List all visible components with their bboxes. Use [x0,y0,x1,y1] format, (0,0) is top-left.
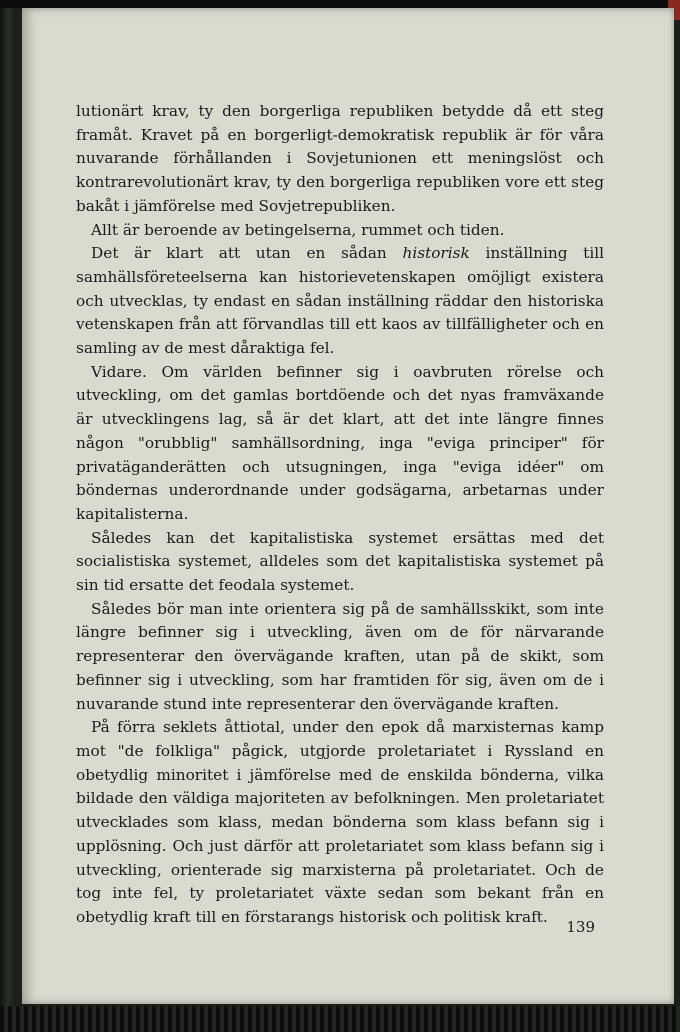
paragraph-4: Vidare. Om världen befinner sig i oavbruten rörelse och utveckling, om det gamlas bortdöende och det nyas framväxande är utvecklingens lag, så är det klart, att det inte längre finnes någon "orubblig" samhällsordning, inga "eviga principer" för privatäganderätten och utsugningen, inga "eviga idéer" om böndernas underordnande under godsägarna, arbetarnas under kapitalisterna. [76,362,604,523]
emphasized-word: historisk [402,244,470,263]
paragraph-1: lutionärt krav, ty den borgerliga republiken betydde då ett steg framåt. Kravet på en borgerligt-demokratisk republik är för våra nuvarande förhållanden i Sovjetunionen ett meningslöst och kontrarevolutionärt krav, ty den borgerliga republiken vore ett steg bakåt i jämförelse med Sovjetrepubliken. [76,102,604,215]
book-page [22,8,674,1004]
page-number: 139 [566,918,595,936]
paragraph-6: Således bör man inte orientera sig på de samhällsskikt, som inte längre befinner sig i utveckling, även om de för närvarande representerar den övervägande kraften, utan på de skikt, som befinner sig i utveckling, som har framtiden för sig, även om de i nuvarande stund inte representerar den övervägande kraften. [76,599,604,713]
paragraph-2: Allt är beroende av betingelserna, rummet och tiden. [91,220,505,239]
paragraph-3: Det är klart att utan en sådan historisk inställning till samhällsföreteelserna kan historievetenskapen omöjligt existera och utvecklas, ty endast en sådan inställning räddar den historiska vetenskapen från att förvandlas till ett kaos av tillfälligheter och en samling av de mest dåraktiga fel. [76,244,604,358]
paragraph-5: Således kan det kapitalistiska systemet ersättas med det socialistiska systemet, alldeles som det kapitalistiska systemet på sin tid ersatte det feodala systemet. [76,528,604,595]
paragraph-7: På förra seklets åttiotal, under den epok då marxisternas kamp mot "de folkliga" pågick, utgjorde proletariatet i Ryssland en obetydlig minoritet i jämförelse med de enskilda bönderna, vilka bildade den väldiga majoriteten av befolkningen. Men proletariatet utvecklades som klass, medan bönderna som klass befann sig i upplösning. Och just därför att proletariatet som klass befann sig i utveckling, orienterade sig marxisterna på proletariatet. Och de tog inte fel, ty proletariatet växte sedan som bekant från en obetydlig kraft till en förstarangs historisk och politisk kraft. [76,718,604,926]
book-bottom-edge [0,1006,680,1032]
body-text [76,100,604,930]
book-top-edge [0,0,680,8]
